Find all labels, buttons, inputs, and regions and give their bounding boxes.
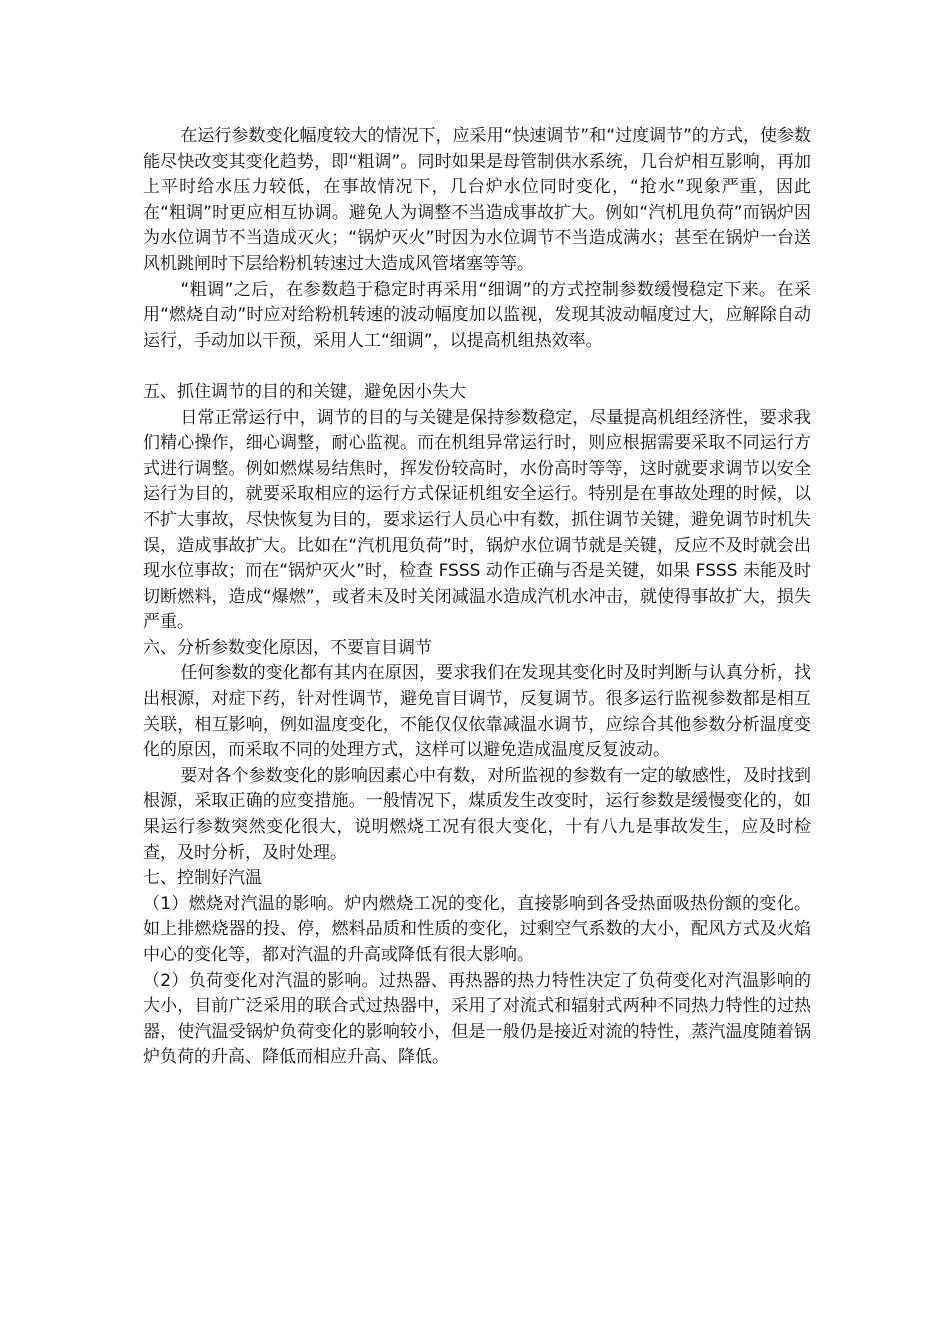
section-heading-7: 七、控制好汽温	[143, 868, 262, 889]
paragraph-load-effect: （2）负荷变化对汽温的影响。过热器、再热器的热力特性决定了负荷变化对汽温影响的大小，目前广泛采用的联合式过热器中，采用了对流式和辐射式两种不同热力特性的过热器，使汽温受锅炉负荷变化的影响较小，但是一般仍是接近对流的特性，蒸汽温度随着锅炉负荷的升高、降低而相应升高、降低。	[143, 970, 811, 1068]
section-heading-5: 五、抓住调节的目的和关键，避免因小失大	[143, 381, 466, 402]
paragraph-adjustment-purpose: 日常正常运行中，调节的目的与关键是保持参数稳定，尽量提高机组经济性，要求我们精心操作，细心调整，耐心监视。而在机组异常运行时，则应根据需要采取不同运行方式进行调整。例如燃煤易结焦时，挥发份较高时，水份高时等等，这时就要求调节以安全运行为目的，就要采取相应的运行方式保证机组安全运行。特别是在事故处理的时候，以不扩大事故，尽快恢复为目的，要求运行人员心中有数，抓住调节关键，避免调节时机失误，造成事故扩大。比如在“汽机甩负荷”时，锅炉水位调节就是关键，反应不及时就会出现水位事故；而在“锅炉灭火”时，检查 FSSS 动作正确与否是关键，如果 FSSS 未能及时切断燃料，造成“爆燃”，或者未及时关闭减温水造成汽机水冲击，就使得事故扩大，损失严重。	[143, 407, 811, 633]
paragraph-fine-adjustment: “粗调”之后，在参数趋于稳定时再采用“细调”的方式控制参数缓慢稳定下来。在采用“燃烧自动”时应对给粉机转速的波动幅度加以监视，发现其波动幅度过大，应解除自动运行，手动加以干预，采用人工“细调”，以提高机组热效率。	[143, 279, 811, 351]
paragraph-combustion-effect: （1）燃烧对汽温的影响。炉内燃烧工况的变化，直接影响到各受热面吸热份额的变化。如上排燃烧器的投、停，燃料品质和性质的变化，过剩空气系数的大小，配风方式及火焰中心的变化等，都对汽温的升高或降低有很大影响。	[143, 893, 811, 965]
paragraph-influence-factors: 要对各个参数变化的影响因素心中有数，对所监视的参数有一定的敏感性，及时找到根源，采取正确的应变措施。一般情况下，煤质发生改变时，运行参数是缓慢变化的，如果运行参数突然变化很大，说明燃烧工况有很大变化，十有八九是事故发生，应及时检查，及时分析，及时处理。	[143, 765, 811, 863]
document-body	[143, 124, 811, 1071]
paragraph-coarse-adjustment: 在运行参数变化幅度较大的情况下，应采用“快速调节”和“过度调节”的方式，使参数能尽快改变其变化趋势，即“粗调”。同时如果是母管制供水系统，几台炉相互影响，再加上平时给水压力较低，在事故情况下，几台炉水位同时变化，“抢水”现象严重，因此在“粗调”时更应相互协调。避免人为调整不当造成事故扩大。例如“汽机甩负荷”而锅炉因为水位调节不当造成灭火；“锅炉灭火”时因为水位调节不当造成满水；甚至在锅炉一台送风机跳闸时下层给粉机转速过大造成风管堵塞等等。	[143, 126, 811, 274]
section-heading-6: 六、分析参数变化原因，不要盲目调节	[143, 637, 432, 658]
blank-line	[143, 354, 811, 380]
paragraph-parameter-analysis: 任何参数的变化都有其内在原因，要求我们在发现其变化时及时判断与认真分析，找出根源，对症下药，针对性调节，避免盲目调节，反复调节。很多运行监视参数都是相互关联，相互影响，例如温度变化，不能仅仅依靠减温水调节，应综合其他参数分析温度变化的原因，而采取不同的处理方式，这样可以避免造成温度反复波动。	[143, 663, 811, 761]
